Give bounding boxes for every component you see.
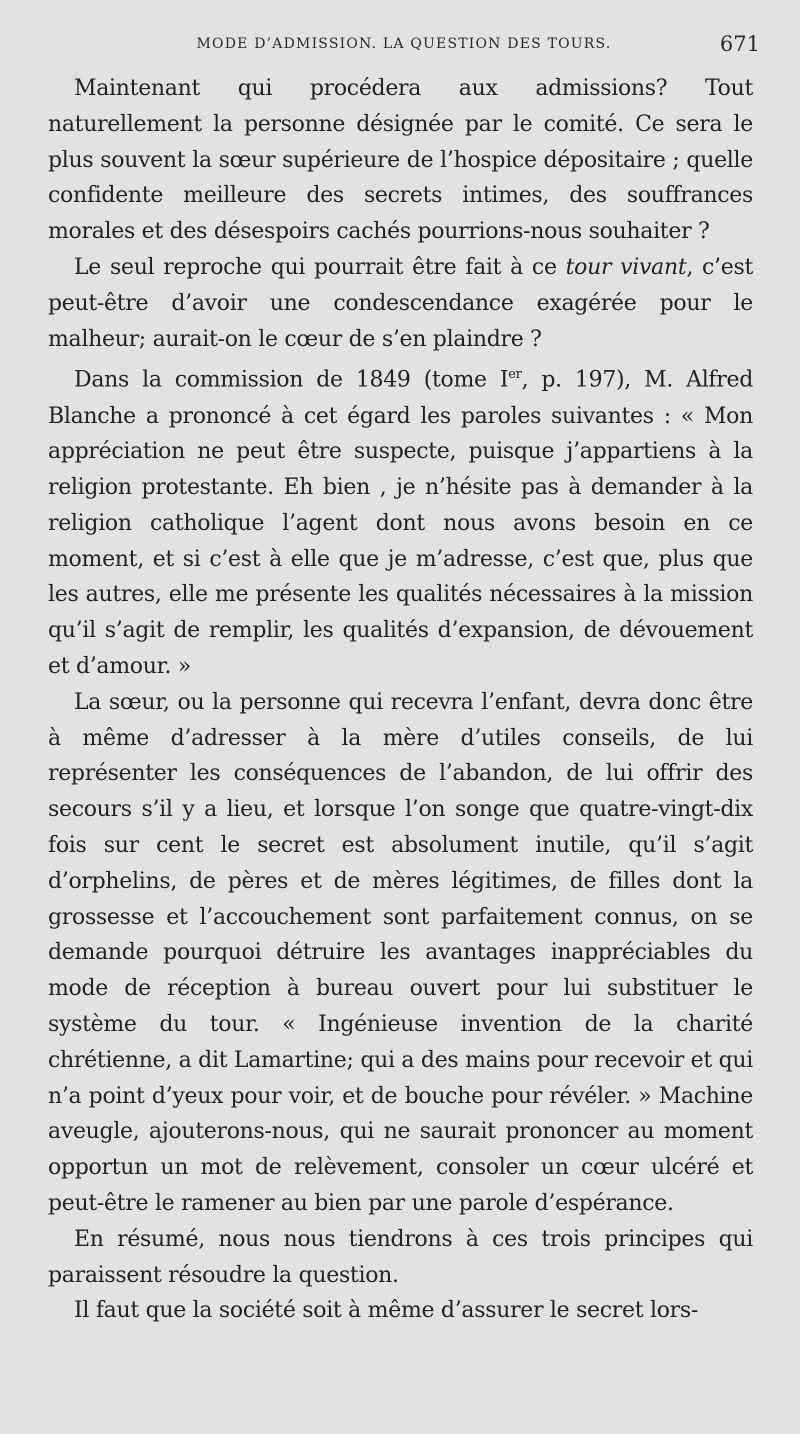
paragraph-3-start: Dans la commission de 1849 (tome I — [74, 367, 509, 393]
paragraph-2 — [48, 250, 753, 357]
paragraph-4: La sœur, ou la personne qui recevra l’enfant, devra donc être à même d’adresser à la mère d’utiles conseils, de lui représenter les conséquences de l’abandon, de lui offrir des secours s’il y a lieu, et lorsque l’on songe que quatre-vingt-dix fois sur cent le secret est absolument inutile, qu’il s’agit d’orphelins, de pères et de mères légitimes, de filles dont la grossesse et l’accouchement sont parfaitement connus, on se demande pourquoi détruire les avantages inappréciables du mode de réception à bureau ouvert pour lui substituer le système du tour. « Ingénieuse invention de la charité chrétienne, a dit Lamartine; qui a des mains pour recevoir et qui n’a point d’yeux pour voir, et de bouche pour révéler. » Machine aveugle, ajouterons-nous, qui ne saurait prononcer au moment opportun un mot de relèvement, consoler un cœur ulcéré et peut-être le ramener au bien par une parole d’espérance. — [48, 689, 754, 1217]
page-header — [48, 32, 760, 60]
page-number: 671 — [719, 32, 760, 56]
paragraph-3-end: , p. 197), M. Alfred Blanche a prononcé à cet égard les paroles suivantes : « Mon appréciation ne peut être suspecte, puisque j’appartiens à la religion protestante. Eh bien , je n’hésite pas à demander à la religion catholique l’agent dont nous avons besoin en ce moment, et si c’est à elle que je m’adresse, c’est que, plus que les autres, elle me présente les qualités nécessaires à la mission qu’il s’agit de remplir, les qualités d’expansion, de dévouement et d’amour. » — [48, 367, 753, 680]
paragraph-6: Il faut que la société soit à même d’assurer le secret lors- — [74, 1298, 698, 1324]
running-head: MODE D’ADMISSION. LA QUESTION DES TOURS. — [196, 36, 612, 52]
body-text — [48, 71, 753, 1329]
paragraph-5: En résumé, nous nous tiendrons à ces trois principes qui paraissent résoudre la question. — [48, 1226, 753, 1288]
paragraph-1: Maintenant qui procédera aux admissions? Tout naturellement la personne désignée par le comité. Ce sera le plus souvent la sœur supérieure de l’hospice dépositaire ; quelle confidente meilleure des secrets intimes, des souffrances morales et des désespoirs cachés pourrions-nous souhaiter ? — [48, 76, 753, 245]
italic-phrase: tour vivant — [565, 254, 687, 280]
superscript: er — [508, 367, 522, 383]
paragraph-2-end: , c’est peut-être d’avoir une condescendance exagérée pour le malheur; aurait-on le cœur de s’en plaindre ? — [48, 254, 754, 352]
paragraph-2-start: Le seul reproche qui pourrait être fait à ce — [74, 254, 566, 280]
paragraph-3 — [48, 357, 753, 685]
